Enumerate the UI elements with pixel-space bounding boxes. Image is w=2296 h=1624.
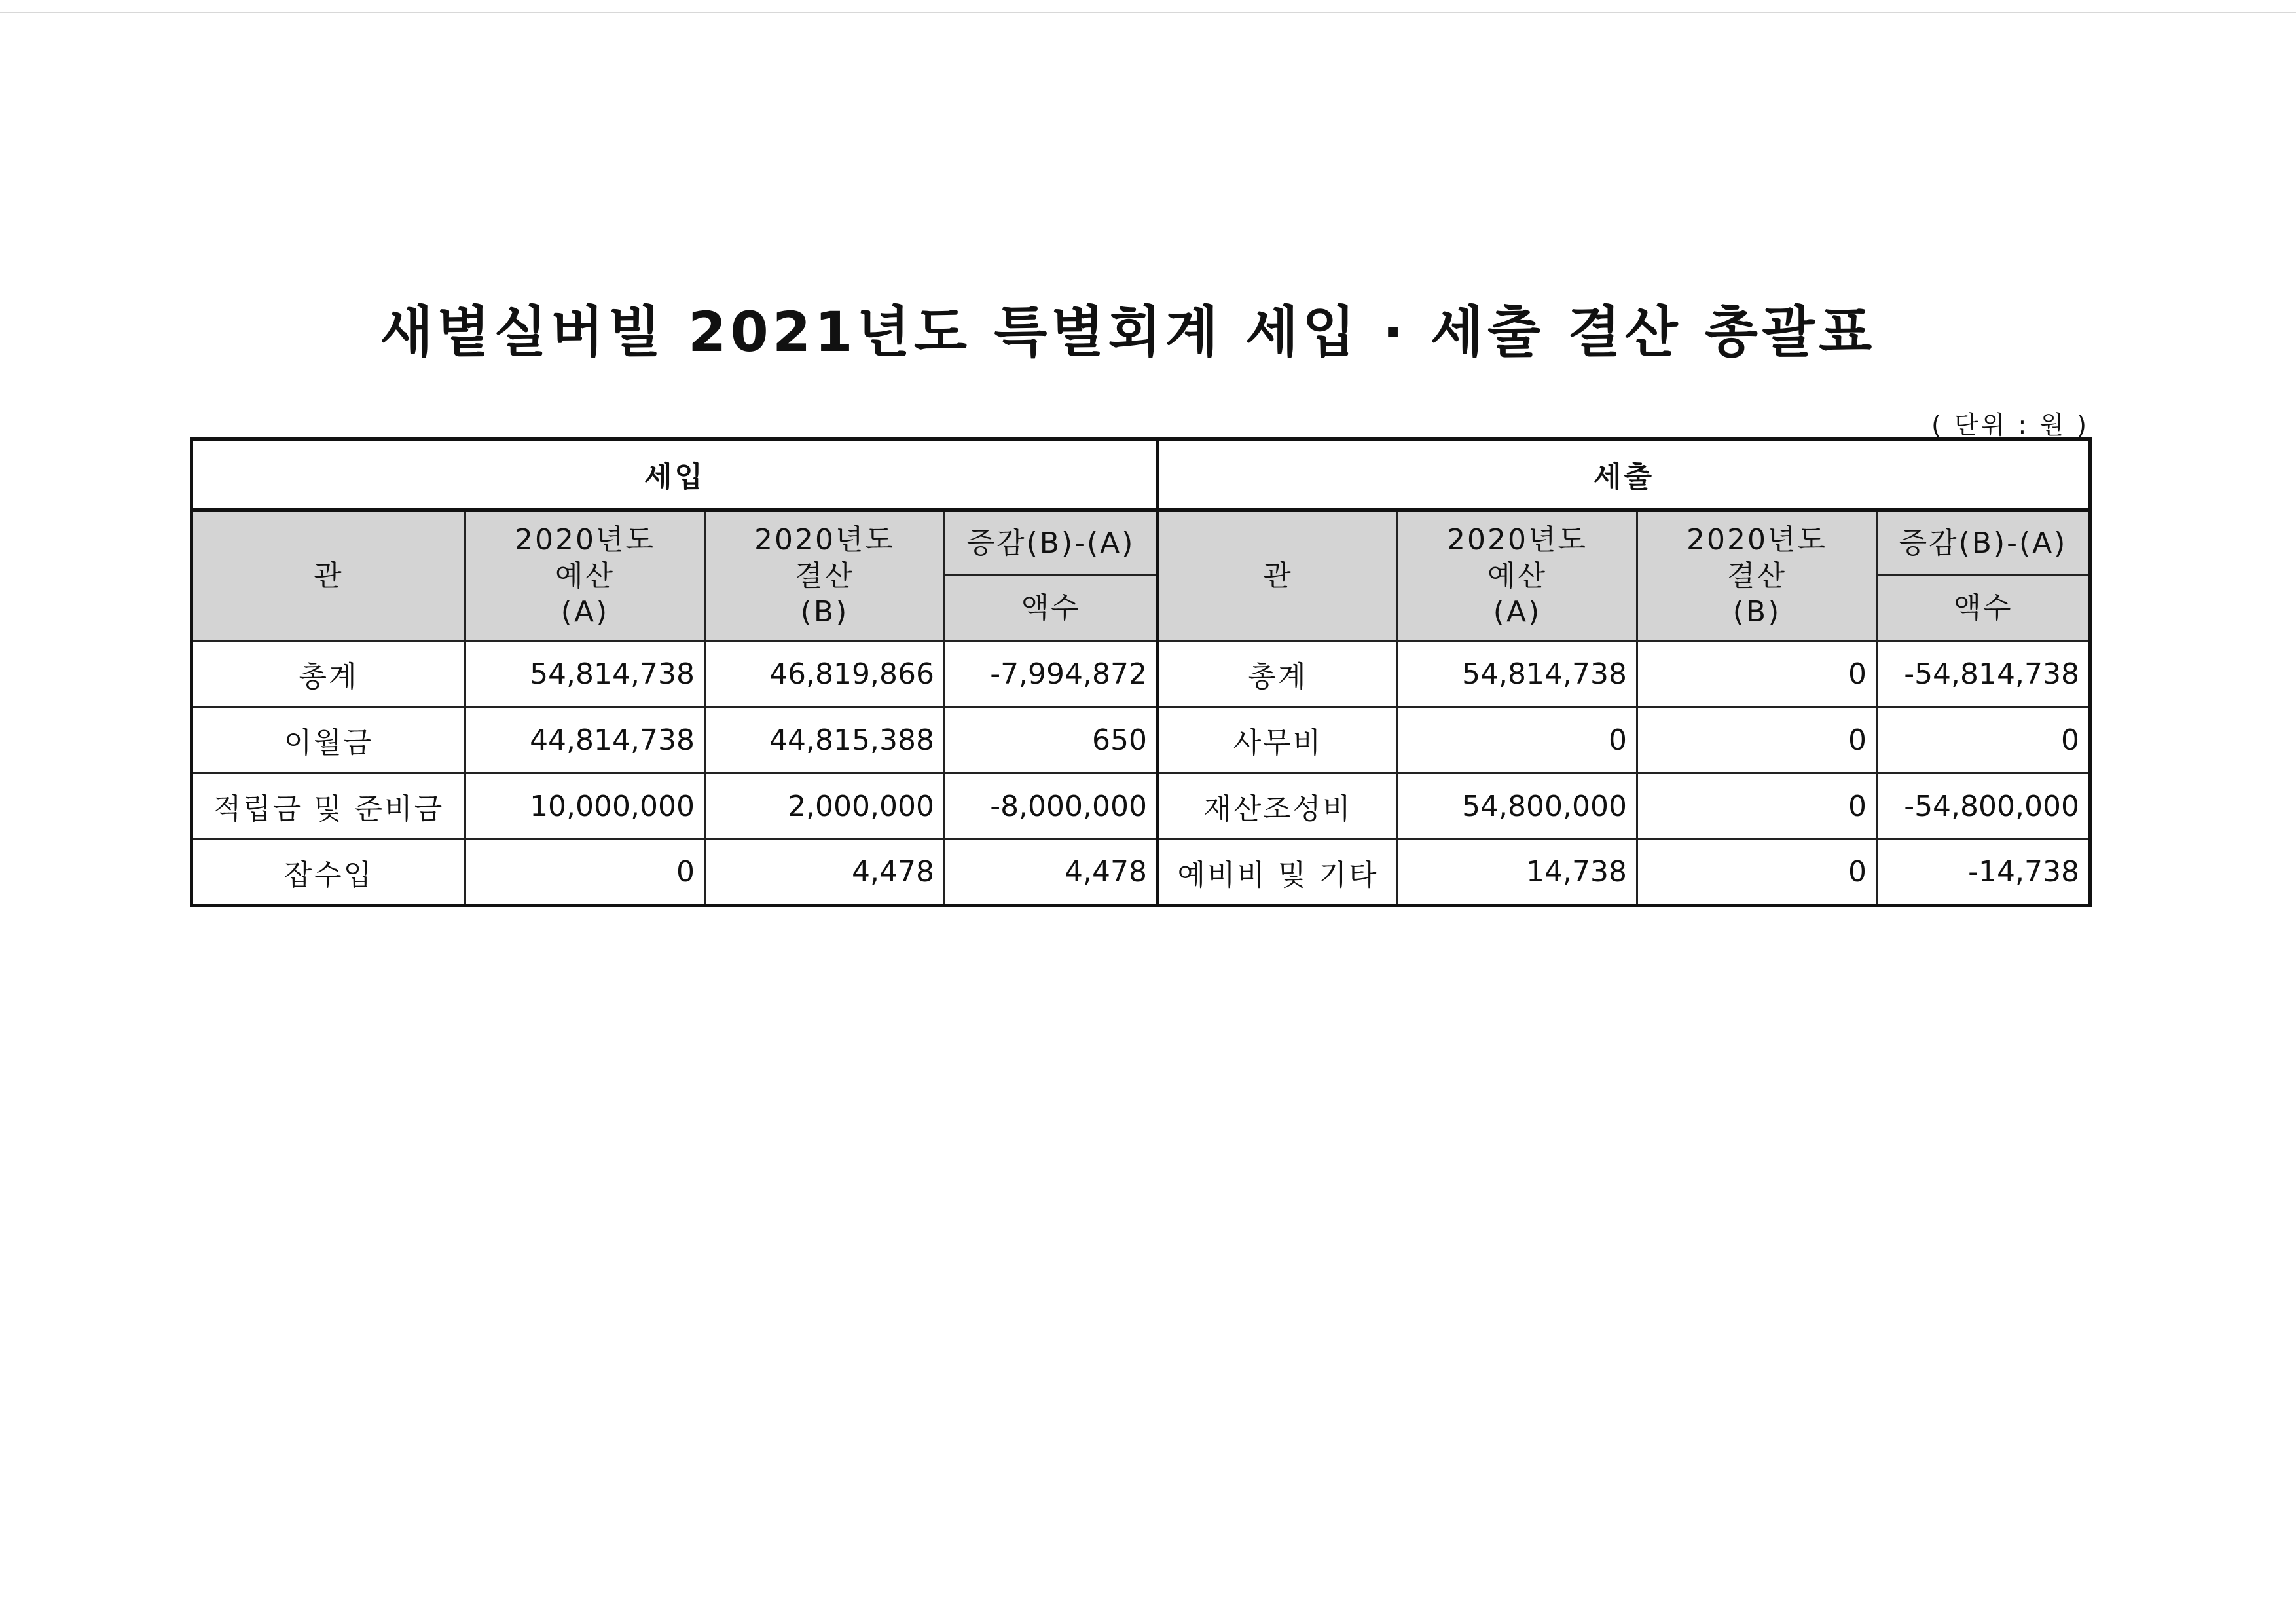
unit-label: ( 단위 : 원 ) — [1931, 411, 2089, 439]
table-row — [1158, 840, 2090, 906]
revenue-row-diff: -8,000,000 — [945, 773, 1158, 840]
expenditure-row-diff: 0 — [1877, 707, 2090, 773]
revenue-row-budget: 0 — [465, 840, 705, 906]
revenue-section-title: 세입 — [192, 439, 1158, 510]
expenditure-row-settlement: 0 — [1637, 641, 1877, 707]
revenue-header-settle-year: 2020년도 — [754, 523, 895, 557]
revenue-row-settlement: 46,819,866 — [705, 641, 945, 707]
expenditure-row-budget: 54,814,738 — [1398, 641, 1637, 707]
expenditure-header-category: 관 — [1158, 510, 1398, 641]
revenue-row-settlement: 4,478 — [705, 840, 945, 906]
expenditure-header-settle-code: (B) — [1732, 595, 1781, 629]
revenue-row-category: 총계 — [192, 641, 465, 707]
revenue-row-diff: 4,478 — [945, 840, 1158, 906]
expenditure-row-budget: 54,800,000 — [1398, 773, 1637, 840]
expenditure-section-title: 세출 — [1158, 439, 2090, 510]
revenue-row-budget: 44,814,738 — [465, 707, 705, 773]
expenditure-header-budget — [1398, 510, 1637, 641]
expenditure-header-settle-year: 2020년도 — [1686, 523, 1827, 557]
table-row — [192, 641, 1158, 707]
expenditure-header-diff: 증감(B)-(A) — [1877, 510, 2090, 576]
revenue-row-settlement: 44,815,388 — [705, 707, 945, 773]
revenue-row-budget: 10,000,000 — [465, 773, 705, 840]
expenditure-row-diff: -54,800,000 — [1877, 773, 2090, 840]
expenditure-row-diff: -54,814,738 — [1877, 641, 2090, 707]
table-row — [192, 707, 1158, 773]
expenditure-row-category: 예비비 및 기타 — [1158, 840, 1398, 906]
revenue-header-budget-code: (A) — [560, 595, 610, 629]
revenue-row-diff: 650 — [945, 707, 1158, 773]
revenue-header-budget-label: 예산 — [555, 559, 615, 593]
expenditure-header-budget-code: (A) — [1493, 595, 1542, 629]
table-row — [1158, 773, 2090, 840]
revenue-header-amount: 액수 — [945, 576, 1158, 641]
revenue-header-settle-code: (B) — [800, 595, 849, 629]
table-row — [1158, 641, 2090, 707]
expenditure-row-budget: 14,738 — [1398, 840, 1637, 906]
revenue-header-diff: 증감(B)-(A) — [945, 510, 1158, 576]
revenue-header-settlement — [705, 510, 945, 641]
expenditure-row-diff: -14,738 — [1877, 840, 2090, 906]
revenue-row-category: 이월금 — [192, 707, 465, 773]
expenditure-row-settlement: 0 — [1637, 840, 1877, 906]
expenditure-table — [1156, 437, 2092, 907]
revenue-row-category: 적립금 및 준비금 — [192, 773, 465, 840]
revenue-row-diff: -7,994,872 — [945, 641, 1158, 707]
revenue-table — [190, 437, 1159, 907]
expenditure-row-category: 총계 — [1158, 641, 1398, 707]
revenue-row-settlement: 2,000,000 — [705, 773, 945, 840]
expenditure-header-settle-label: 결산 — [1726, 559, 1787, 593]
table-row — [1158, 707, 2090, 773]
expenditure-row-settlement: 0 — [1637, 707, 1877, 773]
table-row — [192, 840, 1158, 906]
expenditure-header-budget-year: 2020년도 — [1447, 523, 1588, 557]
revenue-row-category: 잡수입 — [192, 840, 465, 906]
expenditure-header-amount: 액수 — [1877, 576, 2090, 641]
revenue-header-settle-label: 결산 — [794, 559, 854, 593]
expenditure-header-budget-label: 예산 — [1487, 559, 1547, 593]
expenditure-row-settlement: 0 — [1637, 773, 1877, 840]
document-title: 새볕실버빌 2021년도 특별회계 세입 · 세출 결산 총괄표 — [380, 300, 1876, 364]
revenue-row-budget: 54,814,738 — [465, 641, 705, 707]
table-row — [192, 773, 1158, 840]
expenditure-row-budget: 0 — [1398, 707, 1637, 773]
revenue-header-budget-year: 2020년도 — [515, 523, 655, 557]
revenue-header-category: 관 — [192, 510, 465, 641]
page-top-border — [0, 12, 2296, 13]
expenditure-header-settlement — [1637, 510, 1877, 641]
expenditure-row-category: 사무비 — [1158, 707, 1398, 773]
expenditure-row-category: 재산조성비 — [1158, 773, 1398, 840]
revenue-header-budget — [465, 510, 705, 641]
